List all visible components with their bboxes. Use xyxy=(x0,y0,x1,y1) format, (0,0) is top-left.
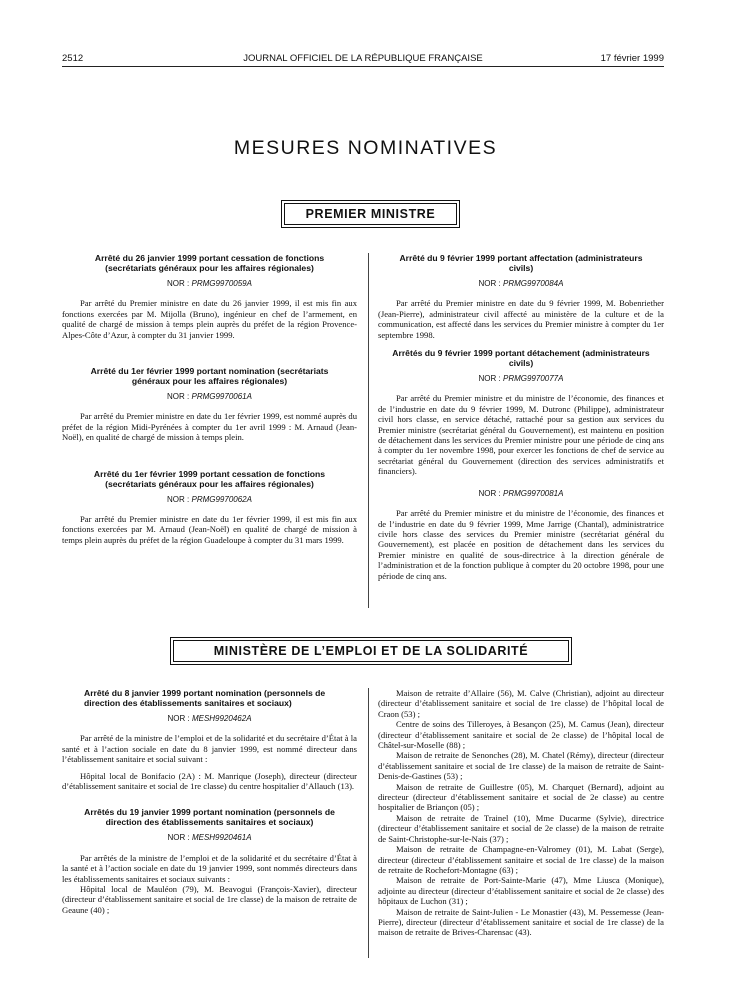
section-title: MINISTÈRE DE L’EMPLOI ET DE LA SOLIDARITÉ xyxy=(213,644,529,658)
nor-line: NOR : MESH9920462A xyxy=(167,714,252,723)
list-item: Maison de retraite de Saint-Julien - Le Monastier (43), M. Pessemesse (Jean-Pierre), directeur (directeur d’établissement sanitaire et social de 1re classe) de la maison de retraite de Brives-Charensac (43). xyxy=(378,906,664,938)
list-item: Maison de retraite d’Allaire (56), M. Calve (Christian), adjoint au directeur (directeur d’établissement sanitaire et social de 1re classe) de l’hôpital local de Craon (53) ; xyxy=(378,688,664,719)
article xyxy=(62,366,357,443)
section-box-premier-ministre xyxy=(284,203,457,225)
column-left-bottom xyxy=(62,688,357,931)
article-paragraph: Hôpital local de Bonifacio (2A) : M. Manrique (Joseph), directeur (directeur d’établissement sanitaire et social de 1re classe) du centre hospitalier d’Allauch (13). xyxy=(62,770,357,792)
article xyxy=(378,348,664,581)
list-item: Maison de retraite de Port-Sainte-Marie (47), Mme Liusca (Monique), adjointe au directeur (directeur d’établissement sanitaire et social de 2e classe) des hôpitaux de Luchon (31) ; xyxy=(378,875,664,907)
article-paragraph: Par arrêtés de la ministre de l’emploi et de la solidarité et du secrétaire d’État à la santé et à l’action sociale en date du 19 janvier 1999, sont nommés directeurs dans les établissements sanitaires et sociaux suivants : xyxy=(62,852,357,884)
article xyxy=(62,807,357,915)
running-header xyxy=(62,53,664,67)
article-title: Arrêtés du 9 février 1999 portant détachement (administrateurs civils) xyxy=(392,348,650,369)
article-paragraph: Par arrêté du Premier ministre et du ministre de l’économie, des finances et de l’industrie en date du 9 février 1999, Mme Jarrige (Chantal), administratrice civile hors classe des services du Premier ministre (secrétariat général du Gouvernement), est placée en position de détachement dans les services du Premier ministre en qualité de sous-directrice à la direction générale de l’administration et de la fonction publique à compter du 20 octobre 1998, pour une période de cinq ans. xyxy=(378,508,664,581)
nor-line: NOR : PRMG9970059A xyxy=(167,279,252,288)
article-title: Arrêté du 1er février 1999 portant cessation de fonctions (secrétariats généraux pour les affaires régionales) xyxy=(93,468,326,489)
list-item: Maison de retraite de Champagne-en-Valromey (01), M. Labat (Serge), directeur (directeur d’établissement sanitaire et social de 1re classe) de la maison de retraite de Rochefort-Montagne (63) ; xyxy=(378,844,664,875)
article-title: Arrêté du 26 janvier 1999 portant cessation de fonctions (secrétariats généraux pour les affaires régionales) xyxy=(94,253,325,273)
nor-line: NOR : PRMG9970062A xyxy=(167,494,252,504)
nor-line: NOR : PRMG9970077A xyxy=(478,374,564,384)
nor-code: MESH9920461A xyxy=(191,833,252,843)
column-right-top xyxy=(378,253,664,597)
list-item: Maison de retraite de Trainel (10), Mme Ducarme (Sylvie), directrice (directeur d’établissement sanitaire et social de 2e classe) de la maison de retraite de Saint-Christophe-sur-le-Nais (37) ; xyxy=(378,812,664,844)
list-item: Maison de retraite de Guillestre (05), M. Charquet (Bernard), adjoint au directeur (directeur d’établissement sanitaire et social de 2e classe) au centre hospitalier de Briançon (05) ; xyxy=(378,781,664,813)
list-item: Maison de retraite de Senonches (28), M. Chatel (Rémy), directeur (directeur d’établissement sanitaire et social de 1re classe) de la maison de retraite de Saint-Denis-de-Gastines (53) ; xyxy=(378,750,664,782)
article-paragraph: Hôpital local de Mauléon (79), M. Beavogui (François-Xavier), directeur (directeur d’établissement sanitaire et social de 1re classe) de la maison de retraite de Geaune (40) ; xyxy=(62,884,357,915)
nor-code: PRMG9970081A xyxy=(502,488,564,498)
nor-code: PRMG9970084A xyxy=(502,279,564,288)
page-title: MESURES NOMINATIVES xyxy=(233,137,498,159)
article-title: Arrêté du 9 février 1999 portant affectation (administrateurs civils) xyxy=(399,253,643,273)
article-title: Arrêtés du 19 janvier 1999 portant nomination (personnels de direction des établissements sanitaires et sociaux) xyxy=(84,807,335,828)
nor-line: NOR : PRMG9970061A xyxy=(167,392,252,402)
nor-code: PRMG9970061A xyxy=(191,392,252,402)
section-title: PREMIER MINISTRE xyxy=(305,207,436,221)
section-box-emploi-solidarite xyxy=(173,640,569,662)
nor-code: PRMG9970059A xyxy=(191,279,252,288)
nor-line: NOR : MESH9920461A xyxy=(167,833,252,843)
page-number: 2512 xyxy=(62,53,84,64)
journal-name: JOURNAL OFFICIEL DE LA RÉPUBLIQUE FRANÇAISE xyxy=(243,53,483,64)
article-paragraph: Par arrêté du Premier ministre en date du 26 janvier 1999, il est mis fin aux fonctions exercées par M. Mijolla (Bruno), ingénieur en chef de l’armement, en qualité de chargé de mission à temps plein auprès du préfet de la région Provence-Alpes-Côte d’Azur, à compter du 31 janvier 1999. xyxy=(62,298,357,340)
list-item: Centre de soins des Tilleroyes, à Besançon (25), M. Camus (Jean), directeur (directeur d’établissement sanitaire et social de 2e classe) de l’hôpital local de Châtel-sur-Moselle (88) ; xyxy=(378,719,664,751)
nor-line: NOR : PRMG9970081A xyxy=(478,488,564,498)
article xyxy=(378,253,664,340)
nor-code: PRMG9970062A xyxy=(191,494,252,504)
article-paragraph: Par arrêté du Premier ministre en date du 9 février 1999, M. Bobenriether (Jean-Pierre), administrateur civil affecté au ministère de la culture et de la communication, est affecté dans les services du Premier ministre à compter du 1er septembre 1998. xyxy=(378,298,664,340)
article-paragraph: Par arrêté du Premier ministre en date du 1er février 1999, est nommé auprès du préfet de la région Midi-Pyrénées à compter du 1er avril 1999 : M. Arnaud (Jean-Noël), en qualité de chargé de mission à temps plein. xyxy=(62,411,357,443)
issue-date: 17 février 1999 xyxy=(600,53,664,64)
article xyxy=(62,469,357,546)
column-right-bottom xyxy=(378,688,664,938)
nor-code: PRMG9970077A xyxy=(502,374,564,384)
article xyxy=(62,688,357,791)
nor-code: MESH9920462A xyxy=(191,714,252,723)
column-left-top xyxy=(62,253,357,561)
article-paragraph: Par arrêté du Premier ministre en date du 1er février 1999, il est mis fin aux fonctions exercées par M. Arnaud (Jean-Noël) en qualité de chargé de mission à temps plein auprès du préfet de la région Guadeloupe à compter du 31 mars 1999. xyxy=(62,514,357,545)
column-divider xyxy=(368,688,369,958)
article-title: Arrêté du 1er février 1999 portant nomination (secrétariats généraux pour les affaires régionales) xyxy=(90,366,329,387)
nor-line: NOR : PRMG9970084A xyxy=(478,279,564,288)
article-paragraph: Par arrêté du Premier ministre et du ministre de l’économie, des finances et de l’industrie en date du 9 février 1999, M. Dutronc (Philippe), administrateur civil hors classe, en service détaché, rattaché pour sa gestion aux services du Premier ministre (secrétariat général du Gouvernement), est maintenu en position de détachement dans les services du Premier ministre pour une période de cinq ans à compter du 1er novembre 1998, pour exercer les fonctions de chef de service au secrétariat général du Gouvernement (direction des services administratifs et financiers). xyxy=(378,393,664,477)
article xyxy=(62,253,357,340)
article-title: Arrêté du 8 janvier 1999 portant nomination (personnels de direction des établissements sanitaires et sociaux) xyxy=(84,688,326,708)
article-paragraph: Par arrêté de la ministre de l’emploi et de la solidarité et du secrétaire d’État à la santé et à l’action sociale en date du 8 janvier 1999, est nommé directeur dans l’établissement sanitaire et social suivant : xyxy=(62,733,357,765)
header-rule xyxy=(62,66,664,67)
column-divider xyxy=(368,253,369,608)
